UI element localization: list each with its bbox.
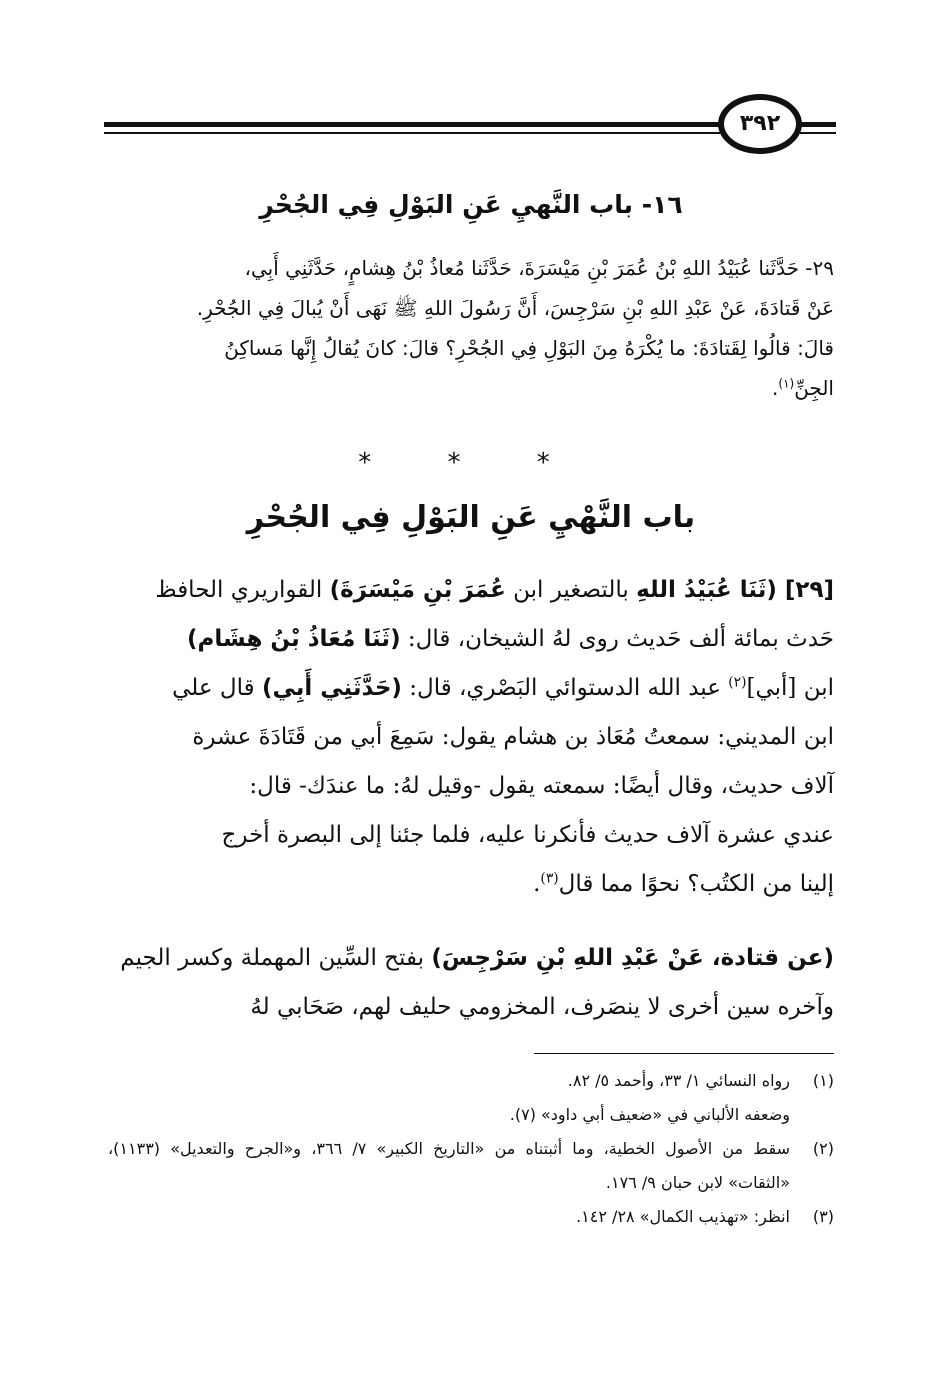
hadith-line: ٢٩- حَدَّثَنا عُبَيْدُ اللهِ بْنُ عُمَرَ بْنِ مَيْسَرَةَ، حَدَّثَنا مُعاذُ بْنُ هِشامٍ، حَدَّثَنِي أَبِي، [244,256,834,280]
commentary-text: . [533,871,541,897]
page-number: ٣٩٢ [739,111,781,136]
header-rule-thick [104,122,720,127]
hadith-text-span: الجِنِّ [794,376,834,400]
narrator-quote: (حَدَّثَنِي أَبِي) [261,675,402,701]
commentary-text: ابن [أبي] [746,675,834,701]
footnotes [108,1064,834,1234]
commentary-line: وآخره سين أخرى لا ينصَرف، المخزومي حليف لهم، صَحَابي لهُ [250,994,834,1020]
footnote-text: وضعفه الألباني في «ضعيف أبي داود» (٧). [509,1105,790,1124]
commentary-heading: باب النَّهْيِ عَنِ البَوْلِ فِي الجُحْرِ [246,500,696,535]
footnote-number [790,1098,834,1132]
commentary-text: عبد الله الدستوائي البَصْري، قال: [401,675,729,701]
commentary-text: بفتح السِّين المهملة وكسر الجيم [120,945,432,971]
narrator-quote: عُمَرَ بْنِ مَيْسَرَةَ) [329,577,506,603]
hadith-line: عَنْ قَتادَةَ، عَنْ عَبْدِ اللهِ بْنِ سَرْجِسَ، أَنَّ رَسُولَ اللهِ ﷺ نَهَى أَنْ يُبالَ فِي الجُحْرِ. [196,296,834,320]
narrator-quote: [٢٩] (ثَنَا عُبَيْدُ اللهِ [636,577,834,603]
commentary-line [108,664,834,713]
page-number-badge [718,94,802,154]
commentary-line: ابن المديني: سمعتُ مُعَاذ بن هشام يقول: سَمِعَ أبي من قَتَادَةَ عشرة [192,724,834,750]
footnote-separator [534,1053,834,1054]
footnote-number: (٢) [812,1139,834,1158]
commentary-line [108,566,834,615]
commentary-text: القواريري الحافظ [155,577,330,603]
hadith-line: قالَ: قالُوا لِقَتادَةَ: ما يُكْرَهُ مِنَ البَوْلِ فِي الجُحْرِ؟ قالَ: كانَ يُقالُ إِنَّها مَساكِنُ [224,336,834,360]
header-rule-thin-right [800,132,836,134]
commentary-paragraph-2 [108,934,834,1032]
footnote [108,1098,834,1132]
commentary-text: إلينا من الكتُب؟ نحوًا مما قال [558,871,834,897]
footnote-number: (١) [812,1071,834,1090]
commentary-line [108,615,834,664]
footnote-ref: (٣) [540,870,559,887]
header-rule-thin [104,132,720,134]
footnote-ref: (١) [778,376,795,391]
footnote [108,1200,834,1234]
header-rule-thick-right [800,122,836,127]
footnote [108,1132,834,1200]
footnote-text: انظر: «تهذيب الكمال» ٢٨/ ١٤٢. [576,1207,790,1226]
commentary-line: عندي عشرة آلاف حديث فأنكرنا عليه، فلما جئنا إلى البصرة أخرج [221,822,834,848]
hadith-text-span: . [772,376,779,400]
footnote-text: رواه النسائي ١/ ٣٣، وأحمد ٥/ ٨٢. [567,1071,790,1090]
section-separator: * * * [358,448,584,478]
commentary-line: آلاف حديث، وقال أيضًا: سمعته يقول -وقيل لهُ: ما عندَك- قال: [249,773,834,799]
narrator-quote: (ثَنَا مُعَاذُ بْنُ هِشَام) [187,626,401,652]
commentary-line [108,934,834,983]
commentary-line [108,860,834,909]
commentary-text: حَدث بمائة ألف حَديث روى لهُ الشيخان، قال: [400,626,834,652]
commentary-text: بالتصغير ابن [505,577,637,603]
narrator-quote: (عن قتادة، عَنْ عَبْدِ اللهِ بْنِ سَرْجِسَ) [431,945,834,971]
footnote [108,1064,834,1098]
footnote-number: (٣) [812,1207,834,1226]
commentary-text: قال علي [172,675,262,701]
footnote-text: سقط من الأصول الخطية، وما أثبتناه من «التاريخ الكبير» ٧/ ٣٦٦، و«الجرح والتعديل» (١١٣٣)، «الثقات» لابن حبان ٩/ ١٧٦. [108,1139,790,1192]
hadith-text [108,248,834,408]
commentary-paragraph-1 [108,566,834,909]
hadith-line [108,368,834,408]
footnote-ref: (٢) [728,674,747,691]
chapter-heading: ١٦- باب النَّهيِ عَنِ البَوْلِ فِي الجُحْرِ [259,190,683,219]
